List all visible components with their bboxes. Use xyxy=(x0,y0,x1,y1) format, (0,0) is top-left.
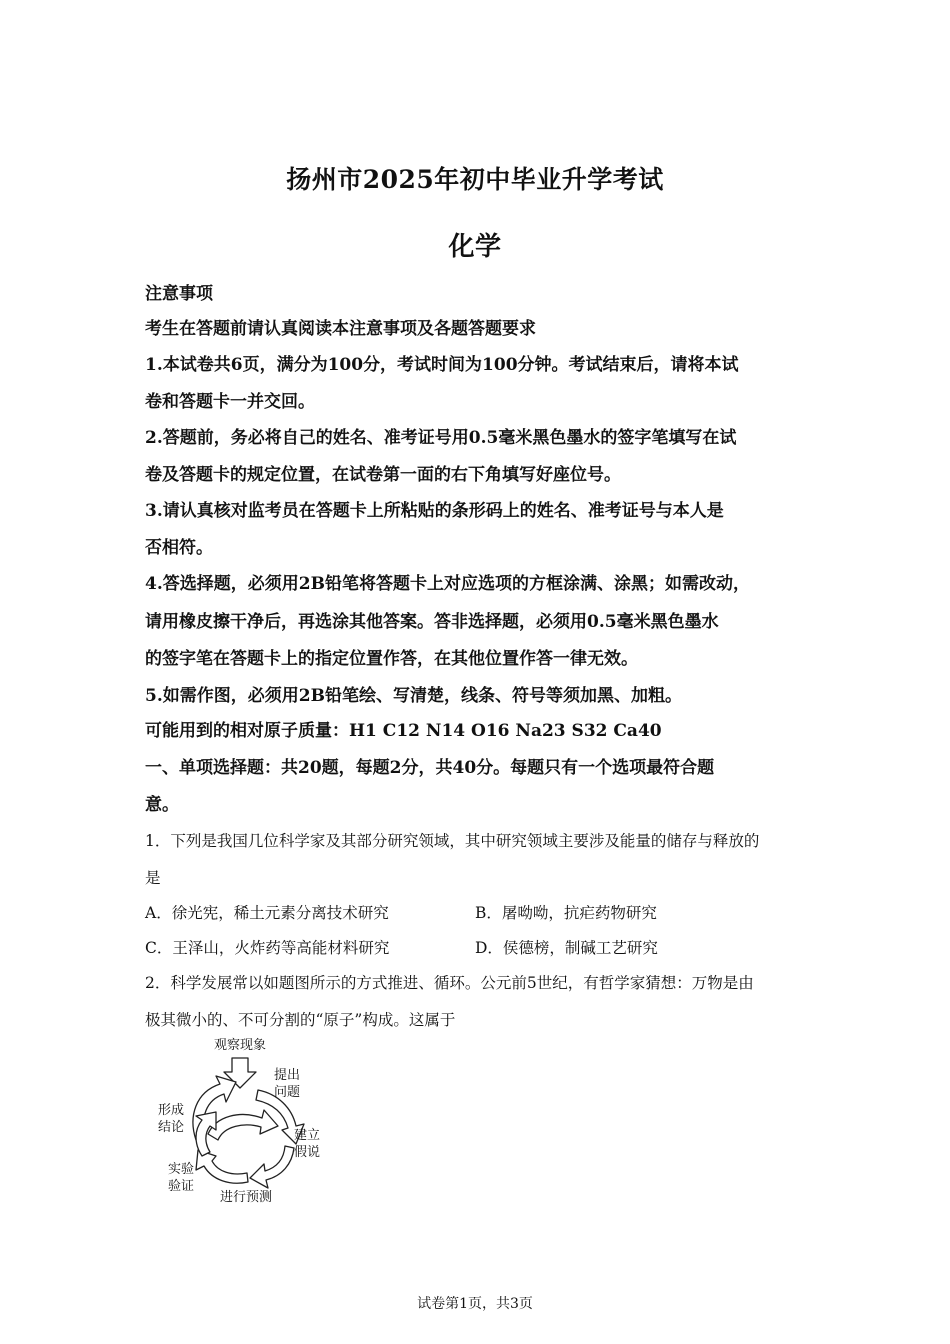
subject-title: 化学 xyxy=(448,232,502,262)
label-hypothesis-1: 建立 xyxy=(294,1128,321,1143)
question-2-stem-line-2: 极其微小的、不可分割的“原子”构成。这属于 xyxy=(145,1011,456,1029)
label-verify-2: 验证 xyxy=(168,1179,195,1194)
exam-title: 扬州市2025年初中毕业升学考试 xyxy=(286,165,664,194)
label-hypothesis-2: 假说 xyxy=(294,1145,321,1160)
science-cycle-diagram xyxy=(150,1036,350,1211)
section-heading-line-1: 一、单项选择题：共20题，每题2分，共40分。每题只有一个选项最符合题 xyxy=(145,758,715,778)
middle-swirl-arrow-icon xyxy=(208,1110,278,1140)
label-question-2: 问题 xyxy=(274,1085,301,1100)
label-predict: 进行预测 xyxy=(220,1190,273,1205)
notice-item-4-line-1: 4.答选择题，必须用2B铅笔将答题卡上对应选项的方框涂满、涂黑；如需改动， xyxy=(145,574,750,594)
question-1-option-d: D．侯德榜，制碱工艺研究 xyxy=(475,939,658,957)
notice-item-3-line-2: 否相符。 xyxy=(145,538,213,558)
question-1-option-c: C．王泽山，火炸药等高能材料研究 xyxy=(145,939,390,957)
notice-item-1-line-1: 1.本试卷共6页，满分为100分，考试时间为100分钟。考试结束后，请将本试 xyxy=(145,355,739,375)
notice-intro: 考生在答题前请认真阅读本注意事项及各题答题要求 xyxy=(145,319,536,339)
notice-heading: 注意事项 xyxy=(145,284,213,304)
page-footer: 试卷第1页，共3页 xyxy=(417,1296,533,1312)
notice-item-3-line-1: 3.请认真核对监考员在答题卡上所粘贴的条形码上的姓名、准考证号与本人是 xyxy=(145,501,724,521)
question-1-stem-line-2: 是 xyxy=(145,869,161,887)
lower-right-arrow-icon xyxy=(250,1146,294,1188)
label-conclude-2: 结论 xyxy=(158,1120,185,1135)
notice-item-2-line-2: 卷及答题卡的规定位置，在试卷第一面的右下角填写好座位号。 xyxy=(145,465,621,485)
notice-item-1-line-2: 卷和答题卡一并交回。 xyxy=(145,392,315,412)
label-verify-1: 实验 xyxy=(168,1162,195,1177)
question-2-stem-line-1: 2．科学发展常以如题图所示的方式推进、循环。公元前5世纪，有哲学家猜想：万物是由 xyxy=(145,974,754,992)
notice-item-4-line-2: 请用橡皮擦干净后，再选涂其他答案。答非选择题，必须用0.5毫米黑色墨水 xyxy=(145,612,719,632)
notice-item-5: 5.如需作图，必须用2B铅笔绘、写清楚，线条、符号等须加黑、加粗。 xyxy=(145,686,682,706)
label-conclude-1: 形成 xyxy=(158,1103,185,1118)
section-heading-line-2: 意。 xyxy=(145,795,179,815)
label-observe: 观察现象 xyxy=(214,1038,267,1053)
question-1-stem-line-1: 1．下列是我国几位科学家及其部分研究领域，其中研究领域主要涉及能量的储存与释放的 xyxy=(145,832,760,850)
question-1-option-b: B．屠呦呦，抗疟药物研究 xyxy=(475,904,657,922)
notice-item-4-line-3: 的签字笔在答题卡上的指定位置作答，在其他位置作答一律无效。 xyxy=(145,649,638,669)
notice-item-2-line-1: 2.答题前，务必将自己的姓名、准考证号用0.5毫米黑色墨水的签字笔填写在试 xyxy=(145,428,737,448)
label-question-1: 提出 xyxy=(274,1068,301,1083)
atomic-masses: 可能用到的相对原子质量：H1 C12 N14 O16 Na23 S32 Ca40 xyxy=(145,721,662,741)
question-1-option-a: A．徐光宪，稀土元素分离技术研究 xyxy=(145,904,389,922)
